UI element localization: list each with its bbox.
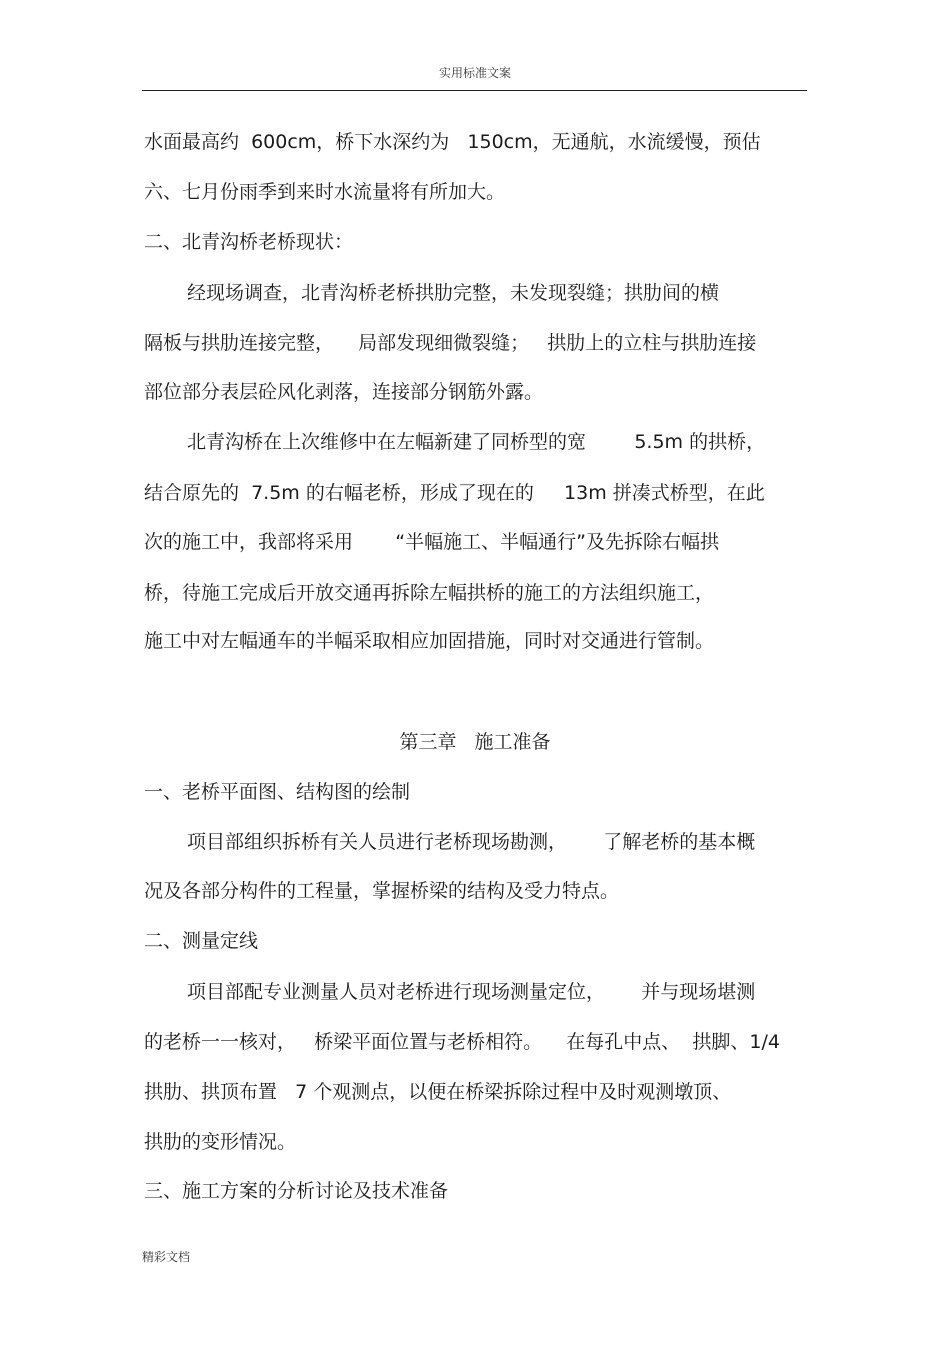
body-line: 北青沟桥在上次维修中在左幅新建了同桥型的宽 5.5m 的拱桥， xyxy=(187,431,766,453)
body-line: 经现场调查，北青沟桥老桥拱肋完整，未发现裂缝；拱肋间的横 xyxy=(187,282,720,304)
body-line: 的老桥一一核对， 桥梁平面位置与老桥相符。 在每孔中点、 拱脚、1/4 xyxy=(144,1031,780,1053)
body-line: 拱肋、拱顶布置 7 个观测点，以便在桥梁拆除过程中及时观测墩顶、 xyxy=(144,1081,732,1103)
body-line: 拱肋的变形情况。 xyxy=(144,1131,297,1153)
header-divider xyxy=(142,90,807,91)
body-line: 水面最高约 600cm，桥下水深约为 150cm，无通航，水流缓慢，预估 xyxy=(144,131,761,153)
body-line: 项目部配专业测量人员对老桥进行现场测量定位， 并与现场堪测 xyxy=(187,981,756,1003)
body-line: 桥，待施工完成后开放交通再拆除左幅拱桥的施工的方法组织施工， xyxy=(144,582,715,604)
section-heading: 一、老桥平面图、结构图的绘制 xyxy=(144,781,411,803)
body-line: 次的施工中，我部将采用 “半幅施工、半幅通行”及先拆除右幅拱 xyxy=(144,531,719,553)
body-line: 施工中对左幅通车的半幅采取相应加固措施，同时对交通进行管制。 xyxy=(144,630,715,652)
body-line: 项目部组织拆桥有关人员进行老桥现场勘测， 了解老桥的基本概 xyxy=(187,831,756,853)
section-heading: 三、施工方案的分析讨论及技术准备 xyxy=(144,1180,449,1202)
chapter-title: 第三章 施工准备 xyxy=(399,731,551,753)
body-line: 部位部分表层砼风化剥落，连接部分钢筋外露。 xyxy=(144,381,544,403)
body-line: 况及各部分构件的工程量，掌握桥梁的结构及受力特点。 xyxy=(144,880,620,902)
body-line: 隔板与拱肋连接完整， 局部发现细微裂缝； 拱肋上的立柱与拱肋连接 xyxy=(144,332,757,354)
section-heading: 二、北青沟桥老桥现状： xyxy=(144,231,354,253)
body-line: 六、七月份雨季到来时水流量将有所加大。 xyxy=(144,181,506,203)
page-header: 实用标准文案 xyxy=(438,66,511,80)
body-line: 结合原先的 7.5m 的右幅老桥，形成了现在的 13m 拼凑式桥型，在此 xyxy=(144,482,765,504)
section-heading: 二、测量定线 xyxy=(144,930,259,952)
page-footer: 精彩文档 xyxy=(142,1250,191,1264)
